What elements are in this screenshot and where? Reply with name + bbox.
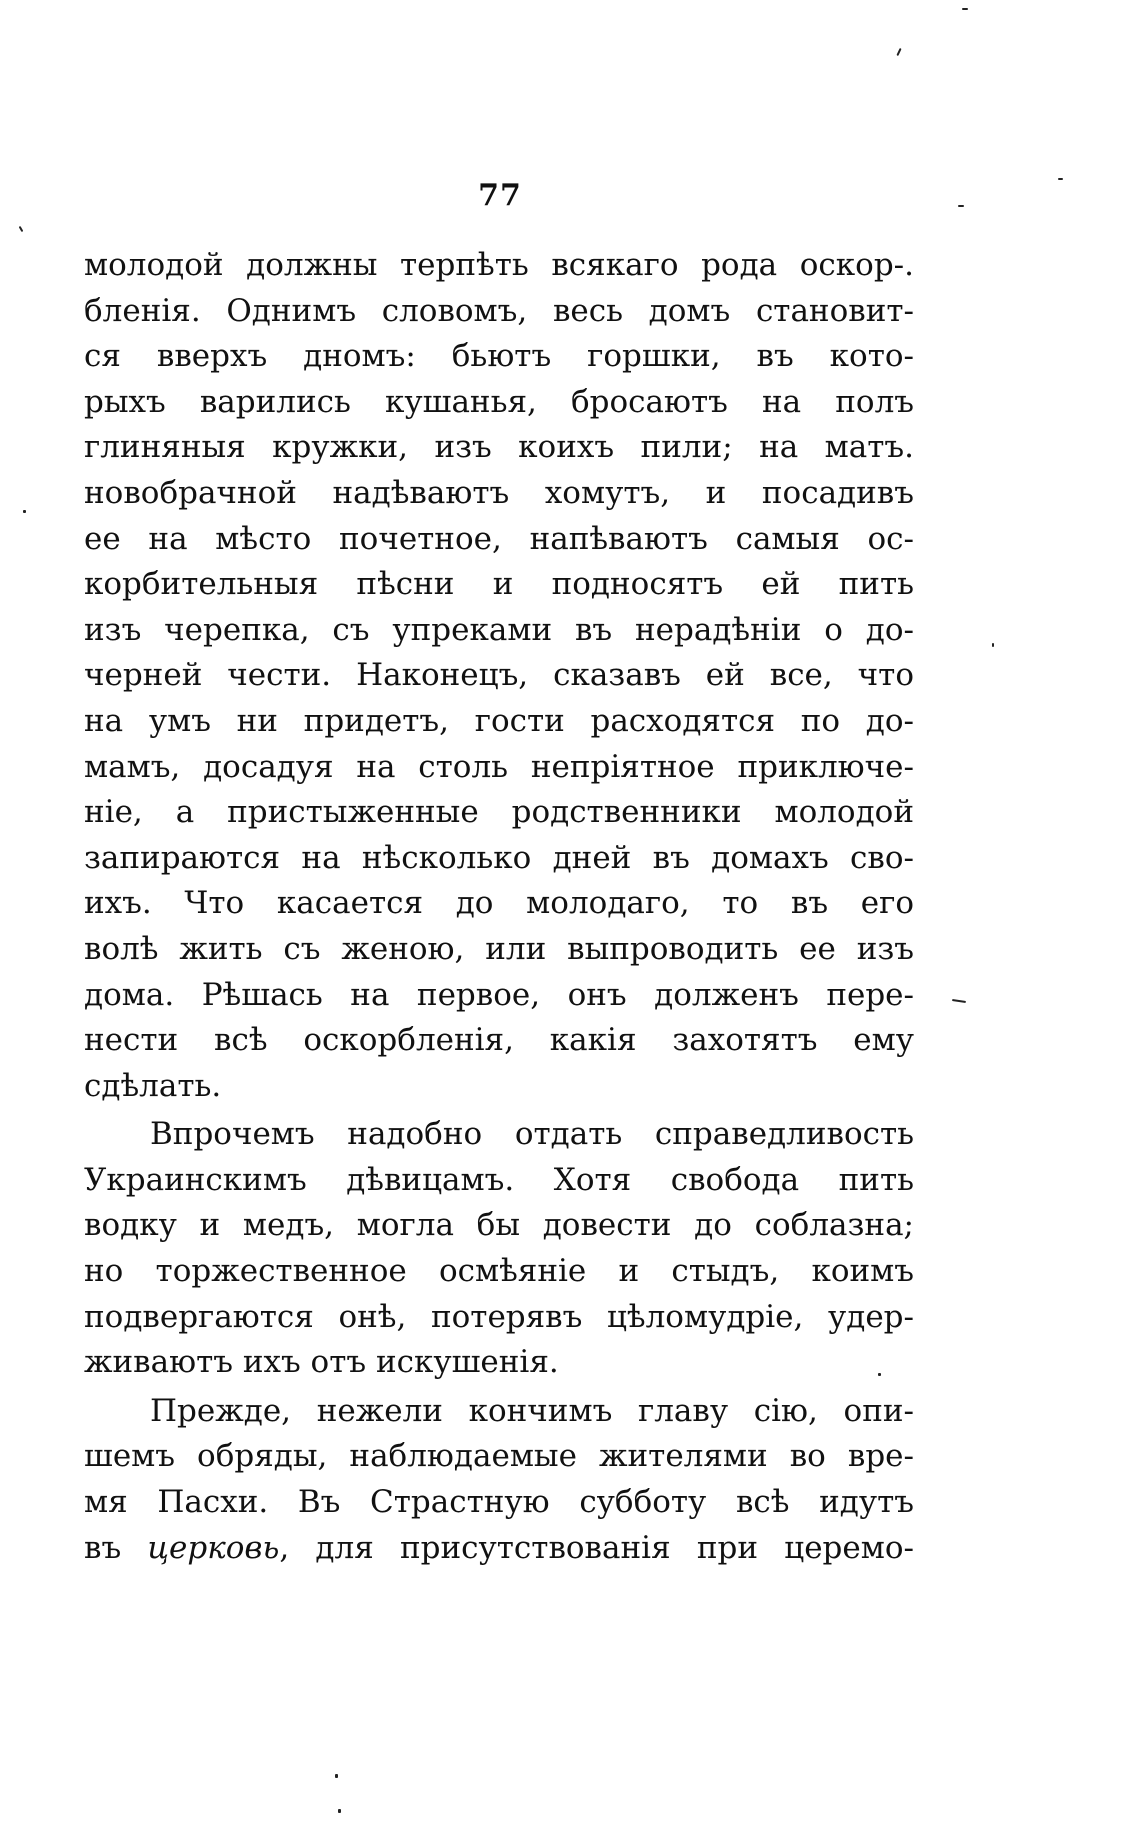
text-line: водку и медъ, могла бы довести до соблазна; bbox=[84, 1207, 914, 1244]
text-line: шемъ обряды, наблюдаемые жителями во вре- bbox=[84, 1438, 914, 1475]
text-line: корбительныя пѣсни и подносятъ ей пить bbox=[84, 566, 914, 603]
text-line: мамъ, досадуя на столь непріятное приключе- bbox=[84, 748, 914, 785]
text-line: живаютъ ихъ отъ искушенія. bbox=[84, 1344, 559, 1381]
scan-speck bbox=[992, 643, 994, 647]
text-line: ся вверхъ дномъ: бьютъ горшки, въ кото- bbox=[84, 338, 914, 375]
scan-speck bbox=[1058, 178, 1063, 180]
scan-speck bbox=[952, 999, 966, 1003]
scan-speck bbox=[19, 226, 24, 232]
text-line: ихъ. Что касается до молодаго, то въ его bbox=[84, 885, 914, 922]
body-text bbox=[84, 243, 914, 1571]
text-line: новобрачной надѣваютъ хомутъ, и посадивъ bbox=[84, 474, 914, 511]
text-line: изъ черепка, съ упреками въ нерадѣніи о до- bbox=[84, 611, 914, 648]
text-line: глиняныя кружки, изъ коихъ пили; на матъ. bbox=[84, 429, 914, 466]
paragraph-1 bbox=[84, 243, 914, 1109]
scan-speck bbox=[962, 8, 968, 10]
scan-speck bbox=[338, 1809, 341, 1813]
text-line: на умъ ни придетъ, гости расходятся по до- bbox=[84, 702, 914, 739]
page-number: 77 bbox=[478, 178, 522, 213]
text-line: но торжественное осмѣяніе и стыдъ, коимъ bbox=[84, 1253, 914, 1290]
text-line: Украинскимъ дѣвицамъ. Хотя свобода пить bbox=[84, 1161, 914, 1198]
text-line: бленія. Однимъ словомъ, весь домъ становит- bbox=[84, 292, 914, 329]
text-line: запираются на нѣсколько дней въ домахъ сво- bbox=[84, 839, 914, 876]
text-line: рыхъ варились кушанья, бросаютъ на полъ bbox=[84, 383, 914, 420]
text-line: подвергаются онѣ, потерявъ цѣломудріе, удер- bbox=[84, 1298, 914, 1335]
text-line: Прежде, нежели кончимъ главу сію, опи- bbox=[150, 1392, 914, 1429]
text-line: молодой должны терпѣть всякаго рода оскор-. bbox=[84, 247, 914, 283]
text-line: сдѣлать. bbox=[84, 1067, 222, 1104]
text-line: волѣ жить съ женою, или выпроводить ее изъ bbox=[84, 930, 914, 967]
text-line: мя Пасхи. Въ Страстную субботу всѣ идутъ bbox=[84, 1484, 914, 1521]
paragraph-2 bbox=[84, 1112, 914, 1386]
text-segment: , для присутствованія при церемо- bbox=[279, 1529, 914, 1566]
scan-speck bbox=[23, 510, 26, 513]
text-line: черней чести. Наконецъ, сказавъ ей все, что bbox=[84, 657, 914, 694]
text-line: дома. Рѣшась на первое, онъ долженъ пере- bbox=[84, 976, 914, 1013]
text-line: ніе, а пристыженные родственники молодой bbox=[84, 794, 914, 831]
italic-word: церковь bbox=[147, 1529, 280, 1566]
scan-speck bbox=[878, 1373, 881, 1376]
scan-speck bbox=[335, 1774, 338, 1778]
text-line: ее на мѣсто почетное, напѣваютъ самыя ос- bbox=[84, 520, 914, 557]
scan-speck bbox=[958, 205, 964, 207]
text-segment: въ bbox=[84, 1529, 148, 1566]
paragraph-3 bbox=[84, 1389, 914, 1571]
text-line-final bbox=[84, 1526, 914, 1572]
text-line: нести всѣ оскорбленія, какія захотятъ ему bbox=[84, 1022, 914, 1059]
scan-speck bbox=[896, 48, 901, 56]
text-line: Впрочемъ надобно отдать справедливость bbox=[150, 1116, 914, 1153]
